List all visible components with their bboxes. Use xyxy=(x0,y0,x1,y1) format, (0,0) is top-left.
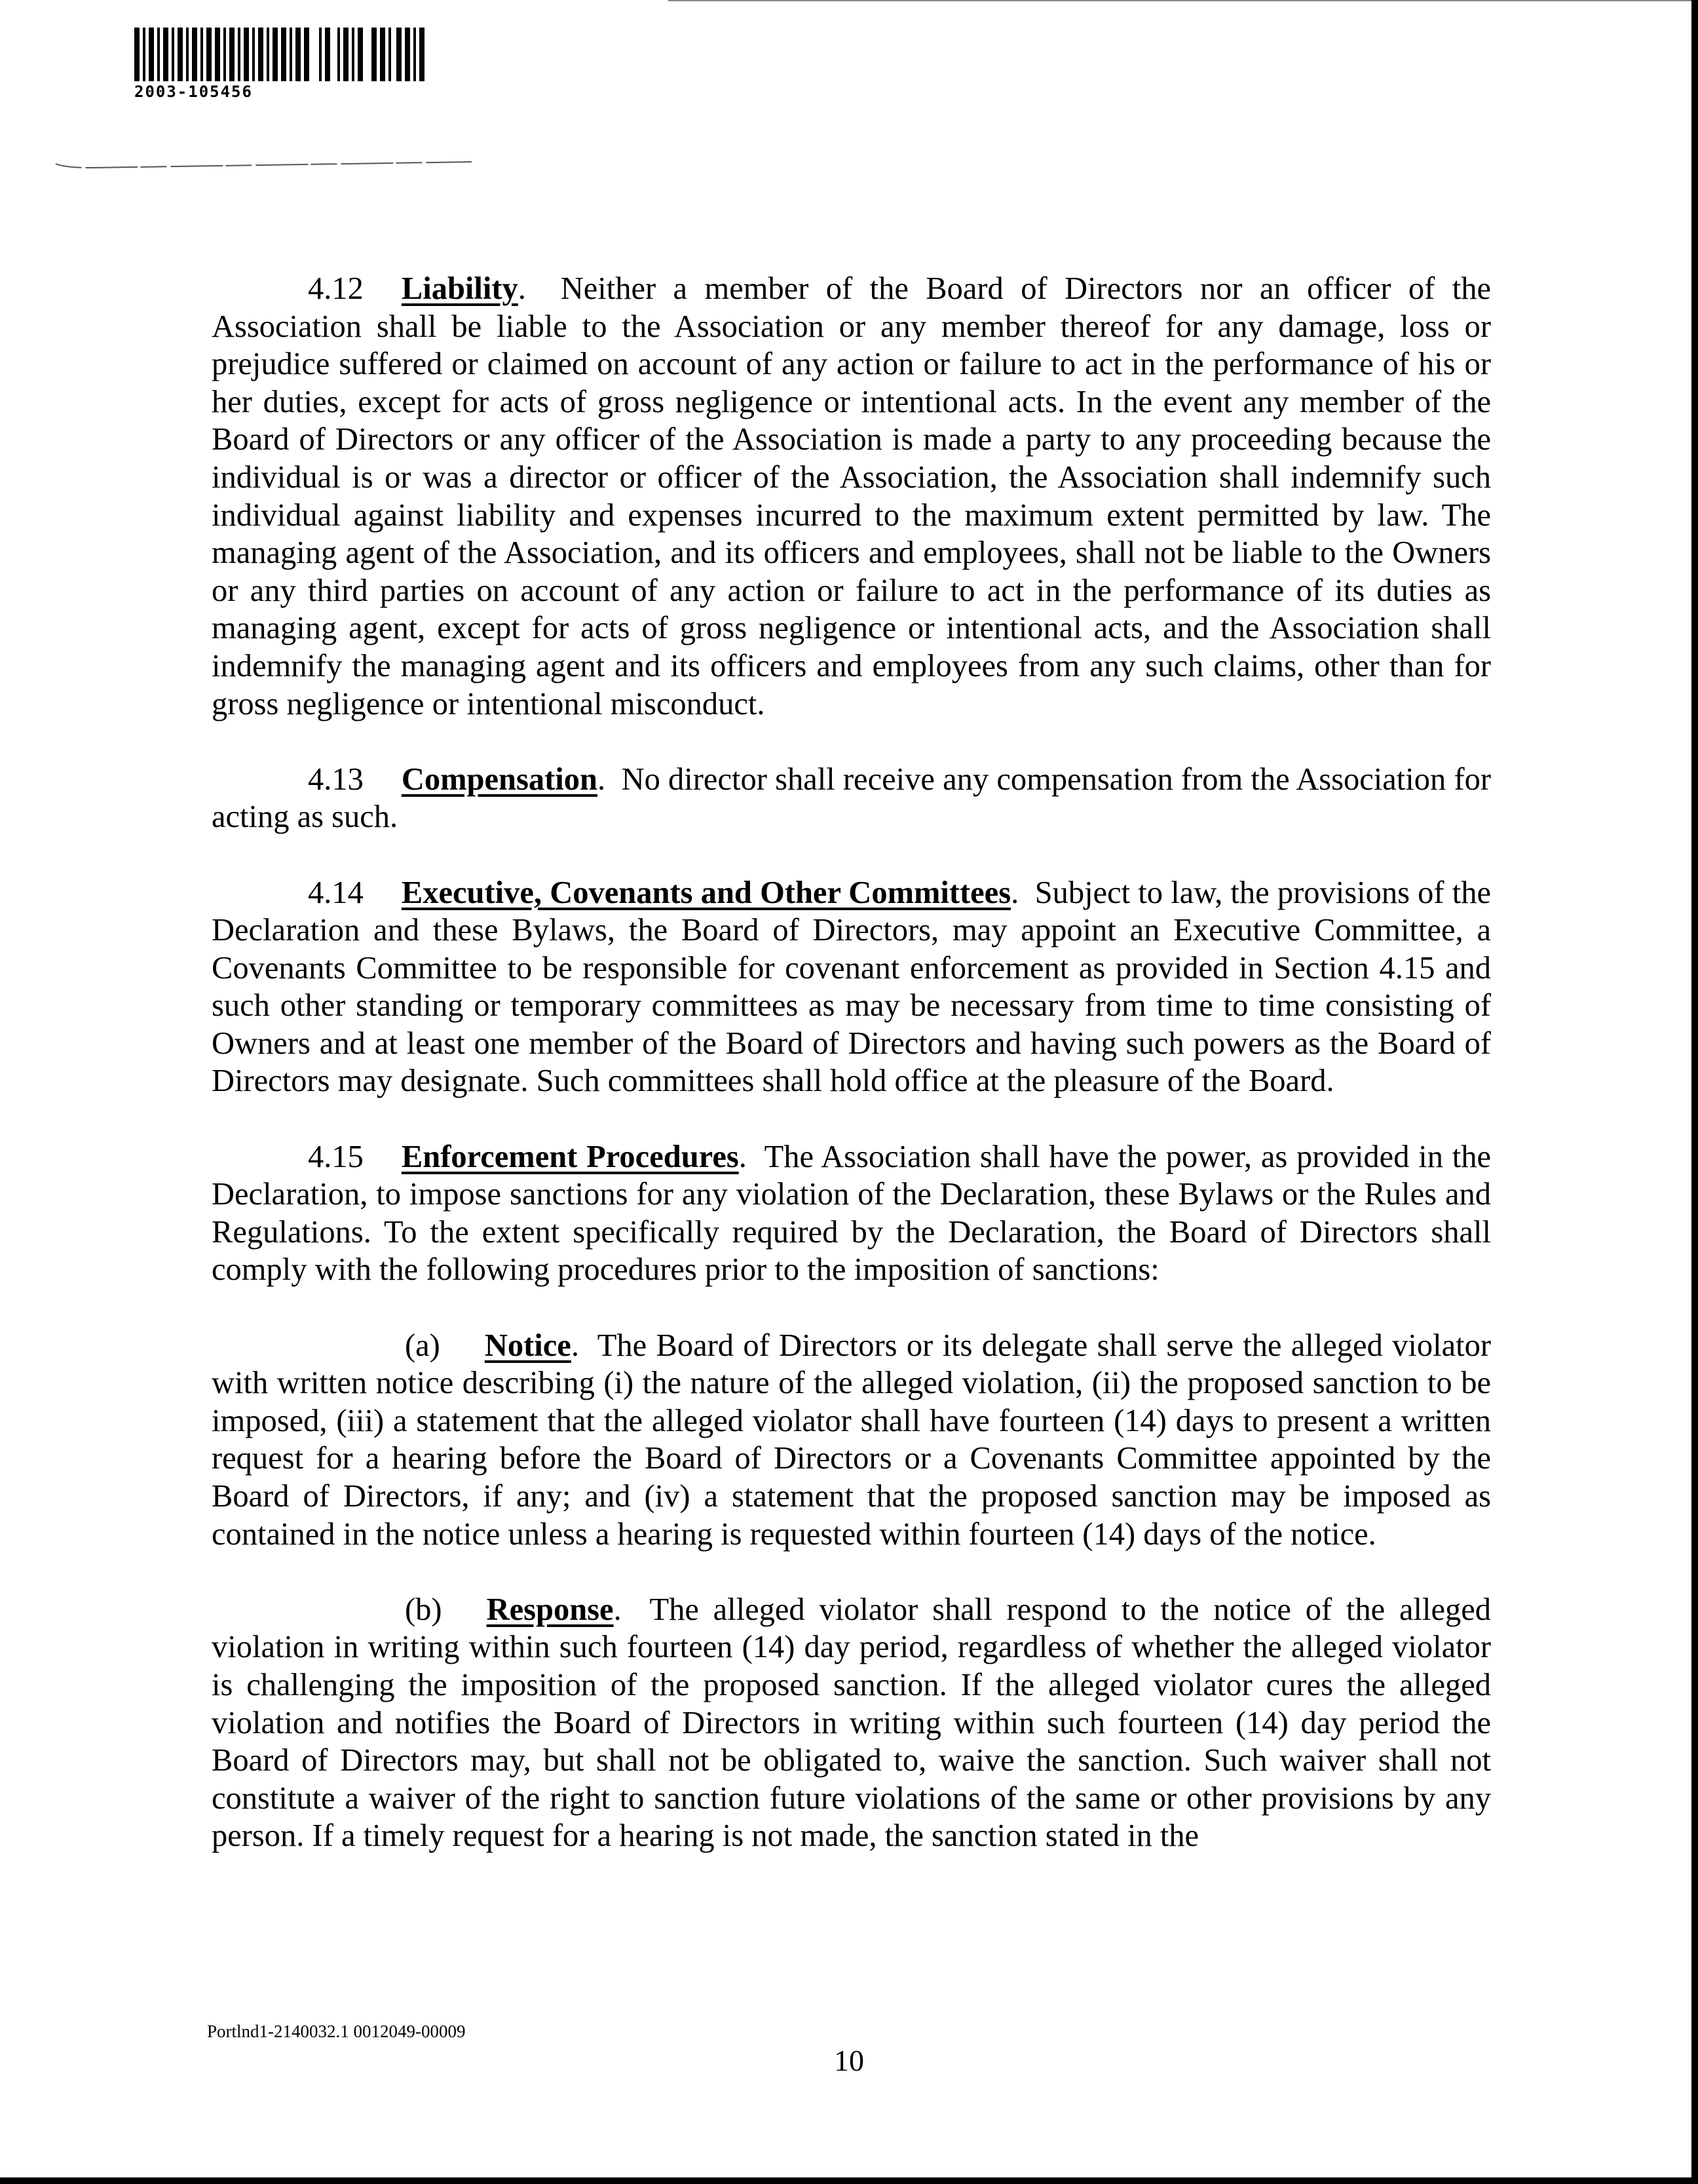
scan-border-bottom xyxy=(0,2177,1698,2184)
section-heading: Executive, Covenants and Other Committees xyxy=(401,875,1011,910)
subsection-text: The alleged violator shall respond to the notice of the alleged violation in writing within such fourteen (14) day period, regardless of whether the alleged violator is challenging the imposition of the proposed sanction. If the alleged violator cures the alleged violation and notifies the Board of Directors in writing within such fourteen (14) day period the Board of Directors may, but shall not be obligated to, waive the sanction. Such waiver shall not constitute a waiver of the right to sanction future violations of the same or other provisions by any person. If a timely request for a hearing is not made, the sanction stated in the xyxy=(212,1592,1491,1854)
section-heading: Enforcement Procedures xyxy=(401,1139,739,1174)
section-text: Neither a member of the Board of Directors nor an officer of the Association shall be liable to the Association or any member thereof for any damage, loss or prejudice suffered or claimed on account of any action or failure to act in the performance of his or her duties, except for acts of gross negligence or intentional acts. In the event any member of the Board of Directors or any officer of the Association is made a party to any proceeding because the individual is or was a director or officer of the Association, the Association shall indemnify such individual against liability and expenses incurred to the maximum extent permitted by law. The managing agent of the Association, and its officers and employees, shall not be liable to the Owners or any third parties on account of any action or failure to act in the performance of its duties as managing agent, except for acts of gross negligence or intentional acts, and the Association shall indemnify the managing agent and its officers and employees from any such claims, other than for gross negligence or intentional misconduct. xyxy=(212,271,1491,721)
document-body xyxy=(212,270,1491,1893)
section-number: 4.13 xyxy=(308,761,364,797)
document-reference: Portlnd1-2140032.1 0012049-00009 xyxy=(207,2021,466,2041)
section-4-15: 4.15 Enforcement Procedures. The Association shall have the power, as provided in the Declaration, to impose sanctions for any violation of the Declaration, these Bylaws or the Rules and Regulations. To the extent specifically required by the Declaration, the Board of Directors shall comply with the following procedures prior to the imposition of sanctions: xyxy=(212,1139,1492,1288)
subsection-a: (a) Notice. The Board of Directors or its delegate shall serve the alleged violator with written notice describing (i) the nature of the alleged violation, (ii) the proposed sanction to be imposed, (iii) a statement that the alleged violator shall have fourteen (14) days to present a written request for a hearing before the Board of Directors or a Covenants Committee appointed by the Board of Directors, if any; and (iv) a statement that the proposed sanction may be imposed as contained in the notice unless a hearing is requested within fourteen (14) days of the notice. xyxy=(212,1328,1491,1552)
page-number: 10 xyxy=(834,2044,864,2077)
barcode-number: 2003-105456 xyxy=(134,83,253,101)
subsection-b: (b) Response. The alleged violator shall respond to the notice of the alleged violation in writing within such fourteen (14) day period, regardless of whether the alleged violator is challenging the imposition of the proposed sanction. If the alleged violator cures the alleged violation and notifies the Board of Directors in writing within such fourteen (14) day period the Board of Directors may, but shall not be obligated to, waive the sanction. Such waiver shall not constitute a waiver of the right to sanction future violations of the same or other provisions by any person. If a timely request for a hearing is not made, the sanction stated in the xyxy=(212,1592,1491,1854)
subsection-text: The Board of Directors or its delegate shall serve the alleged violator with written notice describing (i) the nature of the alleged violation, (ii) the proposed sanction to be imposed, (iii) a statement that the alleged violator shall have fourteen (14) days to present a written request for a hearing before the Board of Directors or a Covenants Committee appointed by the Board of Directors, if any; and (iv) a statement that the proposed sanction may be imposed as contained in the notice unless a hearing is requested within fourteen (14) days of the notice. xyxy=(212,1328,1491,1552)
scan-border-right xyxy=(1691,0,1698,2184)
section-4-12: 4.12 Liability. Neither a member of the Board of Directors nor an officer of the Association shall be liable to the Association or any member thereof for any damage, loss or prejudice suffered or claimed on account of any action or failure to act in the performance of his or her duties, except for acts of gross negligence or intentional acts. In the event any member of the Board of Directors or any officer of the Association is made a party to any proceeding because the individual is or was a director or officer of the Association, the Association shall indemnify such individual against liability and expenses incurred to the maximum extent permitted by law. The managing agent of the Association, and its officers and employees, shall not be liable to the Owners or any third parties on account of any action or failure to act in the performance of its duties as managing agent, except for acts of gross negligence or intentional acts, and the Association shall indemnify the managing agent and its officers and employees from any such claims, other than for gross negligence or intentional misconduct. xyxy=(212,271,1491,721)
barcode-block xyxy=(134,28,429,101)
subsection-heading: Notice xyxy=(484,1328,571,1363)
scan-artifact-line xyxy=(52,159,478,172)
section-number: 4.12 xyxy=(308,271,364,306)
section-heading: Compensation xyxy=(401,761,597,797)
subsection-number: (a) xyxy=(405,1328,440,1363)
barcode-icon xyxy=(134,28,429,81)
section-heading: Liability xyxy=(401,271,518,306)
subsection-heading: Response xyxy=(486,1592,614,1627)
section-number: 4.14 xyxy=(308,875,364,910)
section-text: The Association shall have the power, as provided in the Declaration, to impose sanctions for any violation of the Declaration, these Bylaws or the Rules and Regulations. To the extent specifically required by the Declaration, the Board of Directors shall comply with the following procedures prior to the imposition of sanctions: xyxy=(212,1139,1492,1288)
subsection-number: (b) xyxy=(405,1592,442,1627)
section-4-14: 4.14 Executive, Covenants and Other Committees. Subject to law, the provisions of the Declaration and these Bylaws, the Board of Directors, may appoint an Executive Committee, a Covenants Committee to be responsible for covenant enforcement as provided in Section 4.15 and such other standing or temporary committees as may be necessary from time to time consisting of Owners and at least one member of the Board of Directors and having such powers as the Board of Directors may designate. Such committees shall hold office at the pleasure of the Board. xyxy=(212,875,1491,1099)
section-number: 4.15 xyxy=(308,1139,364,1174)
section-4-13: 4.13 Compensation. No director shall receive any compensation from the Association for acting as such. xyxy=(212,761,1491,835)
section-text: No director shall receive any compensation from the Association for acting as such. xyxy=(212,761,1491,835)
scan-edge-line xyxy=(668,0,1698,1)
section-text: Subject to law, the provisions of the Declaration and these Bylaws, the Board of Directors, may appoint an Executive Committee, a Covenants Committee to be responsible for covenant enforcement as provided in Section 4.15 and such other standing or temporary committees as may be necessary from time to time consisting of Owners and at least one member of the Board of Directors and having such powers as the Board of Directors may designate. Such committees shall hold office at the pleasure of the Board. xyxy=(212,875,1491,1099)
